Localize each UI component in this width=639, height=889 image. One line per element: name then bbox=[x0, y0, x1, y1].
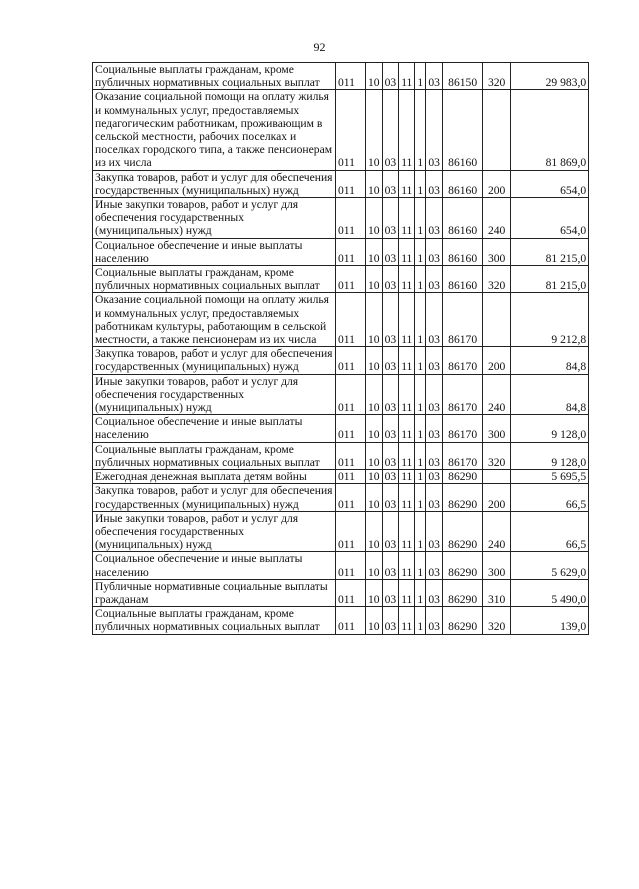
subprogram-code: 1 bbox=[415, 63, 426, 90]
direction-code: 86170 bbox=[443, 347, 483, 374]
event-code: 03 bbox=[426, 293, 443, 347]
expense-type-code: 200 bbox=[483, 347, 511, 374]
subprogram-code: 1 bbox=[415, 170, 426, 197]
program-code: 11 bbox=[399, 266, 415, 293]
table-row bbox=[93, 198, 589, 239]
table-row bbox=[93, 347, 589, 374]
direction-code: 86170 bbox=[443, 442, 483, 469]
subsection-code: 03 bbox=[382, 415, 399, 442]
direction-code: 86290 bbox=[443, 484, 483, 511]
section-code: 10 bbox=[366, 170, 383, 197]
section-code: 10 bbox=[366, 293, 383, 347]
table-body bbox=[93, 63, 589, 635]
row-name: Иные закупки товаров, работ и услуг для обеспечения государственных (муниципальных) нужд bbox=[93, 374, 336, 415]
program-code: 11 bbox=[399, 579, 415, 606]
expense-type-code: 300 bbox=[483, 552, 511, 579]
event-code: 03 bbox=[426, 579, 443, 606]
subsection-code: 03 bbox=[382, 293, 399, 347]
event-code: 03 bbox=[426, 374, 443, 415]
section-code: 10 bbox=[366, 266, 383, 293]
program-code: 11 bbox=[399, 607, 415, 634]
program-code: 11 bbox=[399, 198, 415, 239]
ministry-code: 011 bbox=[336, 347, 366, 374]
direction-code: 86290 bbox=[443, 470, 483, 484]
section-code: 10 bbox=[366, 347, 383, 374]
program-code: 11 bbox=[399, 238, 415, 265]
subsection-code: 03 bbox=[382, 266, 399, 293]
amount: 81 215,0 bbox=[511, 266, 589, 293]
event-code: 03 bbox=[426, 347, 443, 374]
row-name: Ежегодная денежная выплата детям войны bbox=[93, 470, 336, 484]
direction-code: 86160 bbox=[443, 266, 483, 293]
budget-table bbox=[92, 62, 589, 635]
subprogram-code: 1 bbox=[415, 607, 426, 634]
expense-type-code bbox=[483, 293, 511, 347]
table-row bbox=[93, 170, 589, 197]
page-number: 92 bbox=[313, 40, 326, 54]
table-row bbox=[93, 442, 589, 469]
direction-code: 86160 bbox=[443, 198, 483, 239]
subprogram-code: 1 bbox=[415, 198, 426, 239]
subsection-code: 03 bbox=[382, 90, 399, 170]
expense-type-code: 320 bbox=[483, 442, 511, 469]
expense-type-code: 310 bbox=[483, 579, 511, 606]
subsection-code: 03 bbox=[382, 607, 399, 634]
section-code: 10 bbox=[366, 63, 383, 90]
subsection-code: 03 bbox=[382, 552, 399, 579]
program-code: 11 bbox=[399, 170, 415, 197]
expense-type-code: 320 bbox=[483, 63, 511, 90]
subprogram-code: 1 bbox=[415, 293, 426, 347]
section-code: 10 bbox=[366, 579, 383, 606]
section-code: 10 bbox=[366, 511, 383, 552]
direction-code: 86170 bbox=[443, 293, 483, 347]
amount: 81 215,0 bbox=[511, 238, 589, 265]
section-code: 10 bbox=[366, 552, 383, 579]
expense-type-code: 240 bbox=[483, 511, 511, 552]
table-row bbox=[93, 415, 589, 442]
event-code: 03 bbox=[426, 442, 443, 469]
row-name: Социальные выплаты гражданам, кроме публичных нормативных социальных выплат bbox=[93, 607, 336, 634]
event-code: 03 bbox=[426, 415, 443, 442]
event-code: 03 bbox=[426, 266, 443, 293]
subsection-code: 03 bbox=[382, 511, 399, 552]
table-row bbox=[93, 511, 589, 552]
expense-type-code: 300 bbox=[483, 415, 511, 442]
section-code: 10 bbox=[366, 198, 383, 239]
expense-type-code bbox=[483, 470, 511, 484]
ministry-code: 011 bbox=[336, 90, 366, 170]
subsection-code: 03 bbox=[382, 63, 399, 90]
row-name: Закупка товаров, работ и услуг для обеспечения государственных (муниципальных) нужд bbox=[93, 170, 336, 197]
ministry-code: 011 bbox=[336, 63, 366, 90]
subsection-code: 03 bbox=[382, 579, 399, 606]
section-code: 10 bbox=[366, 374, 383, 415]
event-code: 03 bbox=[426, 90, 443, 170]
table-row bbox=[93, 238, 589, 265]
expense-type-code: 240 bbox=[483, 198, 511, 239]
event-code: 03 bbox=[426, 470, 443, 484]
subsection-code: 03 bbox=[382, 170, 399, 197]
subprogram-code: 1 bbox=[415, 442, 426, 469]
expense-type-code: 320 bbox=[483, 266, 511, 293]
amount: 9 128,0 bbox=[511, 442, 589, 469]
table-row bbox=[93, 607, 589, 634]
subprogram-code: 1 bbox=[415, 238, 426, 265]
table-row bbox=[93, 552, 589, 579]
event-code: 03 bbox=[426, 170, 443, 197]
row-name: Социальные выплаты гражданам, кроме публичных нормативных социальных выплат bbox=[93, 442, 336, 469]
ministry-code: 011 bbox=[336, 607, 366, 634]
event-code: 03 bbox=[426, 552, 443, 579]
table-row bbox=[93, 579, 589, 606]
section-code: 10 bbox=[366, 415, 383, 442]
event-code: 03 bbox=[426, 63, 443, 90]
subprogram-code: 1 bbox=[415, 374, 426, 415]
table-row bbox=[93, 470, 589, 484]
expense-type-code bbox=[483, 90, 511, 170]
amount: 66,5 bbox=[511, 511, 589, 552]
program-code: 11 bbox=[399, 293, 415, 347]
amount: 9 212,8 bbox=[511, 293, 589, 347]
subsection-code: 03 bbox=[382, 484, 399, 511]
program-code: 11 bbox=[399, 470, 415, 484]
amount: 5 695,5 bbox=[511, 470, 589, 484]
subsection-code: 03 bbox=[382, 442, 399, 469]
amount: 654,0 bbox=[511, 198, 589, 239]
row-name: Закупка товаров, работ и услуг для обеспечения государственных (муниципальных) нужд bbox=[93, 484, 336, 511]
table-row bbox=[93, 374, 589, 415]
program-code: 11 bbox=[399, 90, 415, 170]
section-code: 10 bbox=[366, 470, 383, 484]
program-code: 11 bbox=[399, 374, 415, 415]
row-name: Социальные выплаты гражданам, кроме публичных нормативных социальных выплат bbox=[93, 266, 336, 293]
event-code: 03 bbox=[426, 198, 443, 239]
row-name: Социальные выплаты гражданам, кроме публичных нормативных социальных выплат bbox=[93, 63, 336, 90]
row-name: Оказание социальной помощи на оплату жилья и коммунальных услуг, предоставляемых работникам культуры, работающим в сельской местности, а также пенсионерам из их числа bbox=[93, 293, 336, 347]
ministry-code: 011 bbox=[336, 511, 366, 552]
section-code: 10 bbox=[366, 442, 383, 469]
amount: 654,0 bbox=[511, 170, 589, 197]
row-name: Иные закупки товаров, работ и услуг для обеспечения государственных (муниципальных) нужд bbox=[93, 511, 336, 552]
expense-type-code: 300 bbox=[483, 238, 511, 265]
direction-code: 86160 bbox=[443, 90, 483, 170]
event-code: 03 bbox=[426, 511, 443, 552]
ministry-code: 011 bbox=[336, 415, 366, 442]
subprogram-code: 1 bbox=[415, 511, 426, 552]
expense-type-code: 200 bbox=[483, 170, 511, 197]
program-code: 11 bbox=[399, 415, 415, 442]
direction-code: 86290 bbox=[443, 511, 483, 552]
ministry-code: 011 bbox=[336, 484, 366, 511]
event-code: 03 bbox=[426, 484, 443, 511]
direction-code: 86290 bbox=[443, 552, 483, 579]
amount: 29 983,0 bbox=[511, 63, 589, 90]
ministry-code: 011 bbox=[336, 293, 366, 347]
program-code: 11 bbox=[399, 484, 415, 511]
ministry-code: 011 bbox=[336, 198, 366, 239]
direction-code: 86160 bbox=[443, 170, 483, 197]
subsection-code: 03 bbox=[382, 347, 399, 374]
program-code: 11 bbox=[399, 63, 415, 90]
amount: 5 490,0 bbox=[511, 579, 589, 606]
section-code: 10 bbox=[366, 238, 383, 265]
subprogram-code: 1 bbox=[415, 579, 426, 606]
event-code: 03 bbox=[426, 607, 443, 634]
row-name: Закупка товаров, работ и услуг для обеспечения государственных (муниципальных) нужд bbox=[93, 347, 336, 374]
row-name: Оказание социальной помощи на оплату жилья и коммунальных услуг, предоставляемых педагогическим работникам, проживающим в сельской местности, рабочих поселках и поселках городского типа, а также пенсионерам из их числа bbox=[93, 90, 336, 170]
ministry-code: 011 bbox=[336, 266, 366, 293]
subsection-code: 03 bbox=[382, 198, 399, 239]
section-code: 10 bbox=[366, 607, 383, 634]
amount: 5 629,0 bbox=[511, 552, 589, 579]
table-row bbox=[93, 63, 589, 90]
ministry-code: 011 bbox=[336, 170, 366, 197]
amount: 66,5 bbox=[511, 484, 589, 511]
subprogram-code: 1 bbox=[415, 470, 426, 484]
amount: 139,0 bbox=[511, 607, 589, 634]
subsection-code: 03 bbox=[382, 374, 399, 415]
row-name: Иные закупки товаров, работ и услуг для обеспечения государственных (муниципальных) нужд bbox=[93, 198, 336, 239]
program-code: 11 bbox=[399, 511, 415, 552]
ministry-code: 011 bbox=[336, 238, 366, 265]
program-code: 11 bbox=[399, 552, 415, 579]
expense-type-code: 320 bbox=[483, 607, 511, 634]
subsection-code: 03 bbox=[382, 470, 399, 484]
row-name: Социальное обеспечение и иные выплаты населению bbox=[93, 552, 336, 579]
direction-code: 86290 bbox=[443, 579, 483, 606]
table-row bbox=[93, 90, 589, 170]
ministry-code: 011 bbox=[336, 470, 366, 484]
row-name: Публичные нормативные социальные выплаты гражданам bbox=[93, 579, 336, 606]
table-row bbox=[93, 293, 589, 347]
subprogram-code: 1 bbox=[415, 484, 426, 511]
table-row bbox=[93, 484, 589, 511]
row-name: Социальное обеспечение и иные выплаты населению bbox=[93, 238, 336, 265]
subprogram-code: 1 bbox=[415, 415, 426, 442]
table-row bbox=[93, 266, 589, 293]
ministry-code: 011 bbox=[336, 374, 366, 415]
row-name: Социальное обеспечение и иные выплаты населению bbox=[93, 415, 336, 442]
section-code: 10 bbox=[366, 90, 383, 170]
ministry-code: 011 bbox=[336, 579, 366, 606]
ministry-code: 011 bbox=[336, 552, 366, 579]
amount: 84,8 bbox=[511, 347, 589, 374]
program-code: 11 bbox=[399, 442, 415, 469]
ministry-code: 011 bbox=[336, 442, 366, 469]
subprogram-code: 1 bbox=[415, 347, 426, 374]
amount: 84,8 bbox=[511, 374, 589, 415]
subprogram-code: 1 bbox=[415, 90, 426, 170]
direction-code: 86160 bbox=[443, 238, 483, 265]
subprogram-code: 1 bbox=[415, 266, 426, 293]
section-code: 10 bbox=[366, 484, 383, 511]
direction-code: 86170 bbox=[443, 374, 483, 415]
direction-code: 86150 bbox=[443, 63, 483, 90]
expense-type-code: 200 bbox=[483, 484, 511, 511]
amount: 9 128,0 bbox=[511, 415, 589, 442]
direction-code: 86170 bbox=[443, 415, 483, 442]
program-code: 11 bbox=[399, 347, 415, 374]
amount: 81 869,0 bbox=[511, 90, 589, 170]
expense-type-code: 240 bbox=[483, 374, 511, 415]
subsection-code: 03 bbox=[382, 238, 399, 265]
event-code: 03 bbox=[426, 238, 443, 265]
subprogram-code: 1 bbox=[415, 552, 426, 579]
direction-code: 86290 bbox=[443, 607, 483, 634]
